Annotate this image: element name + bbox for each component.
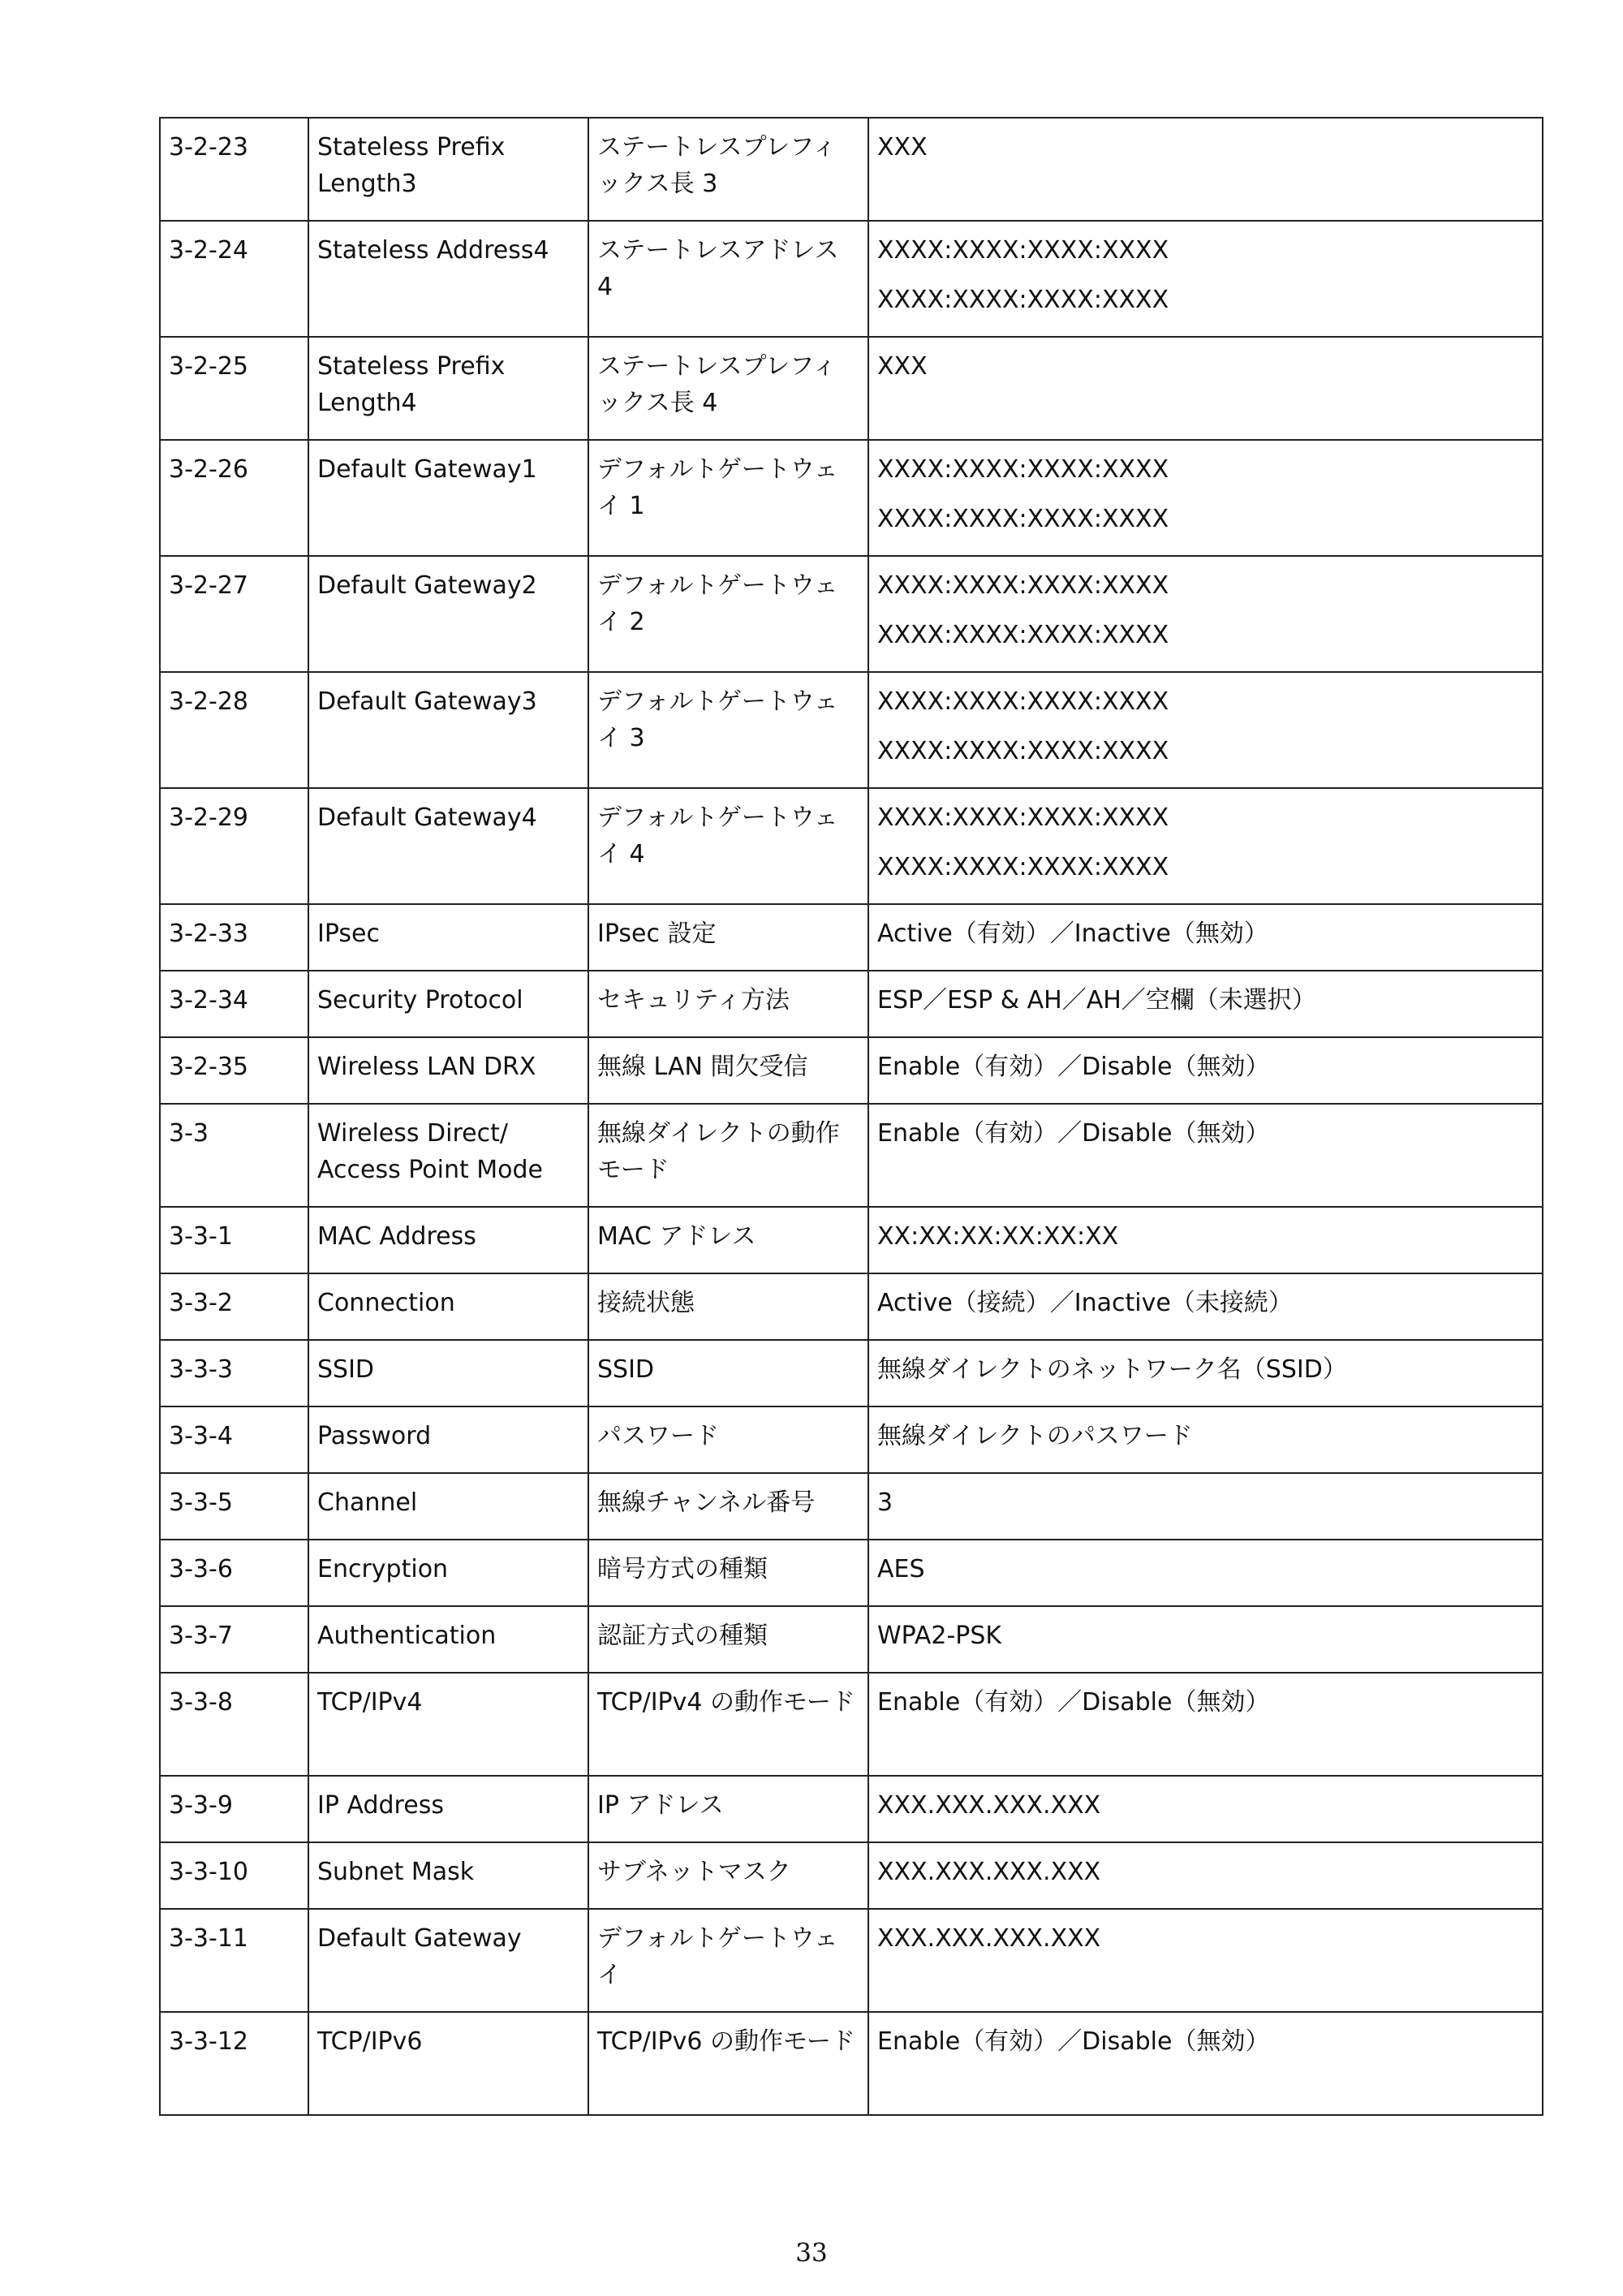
setting-name-en-cell: Default Gateway1 (308, 440, 588, 556)
setting-name-ja-cell: 接続状態 (588, 1273, 868, 1340)
table-row (160, 1540, 1543, 1606)
setting-id-cell: 3-3-1 (160, 1207, 308, 1273)
setting-name-ja-cell: IP アドレス (588, 1776, 868, 1842)
setting-name-ja-cell: TCP/IPv6 の動作モード (588, 2012, 868, 2115)
setting-value-cell (868, 556, 1543, 672)
setting-value-line: 3 (877, 1488, 893, 1517)
table-row (160, 672, 1543, 788)
setting-name-en-cell: IPsec (308, 904, 588, 971)
setting-value-line: XXX.XXX.XXX.XXX (877, 1791, 1101, 1820)
setting-name-en-cell: TCP/IPv6 (308, 2012, 588, 2115)
setting-id-cell: 3-3-3 (160, 1340, 308, 1406)
setting-value-cell (868, 440, 1543, 556)
setting-value-line: Enable（有効）／Disable（無効） (877, 1119, 1270, 1148)
setting-value-cell (868, 1606, 1543, 1673)
setting-id-cell: 3-2-34 (160, 971, 308, 1037)
setting-name-en-cell: IP Address (308, 1776, 588, 1842)
setting-name-en-cell: Wireless LAN DRX (308, 1037, 588, 1104)
setting-value-line: XXXX:XXXX:XXXX:XXXX (877, 853, 1169, 881)
setting-value-cell (868, 788, 1543, 904)
setting-value-line: Enable（有効）／Disable（無効） (877, 1053, 1270, 1081)
table-row (160, 1673, 1543, 1776)
setting-name-en-cell: Default Gateway3 (308, 672, 588, 788)
table-row (160, 440, 1543, 556)
table-row (160, 118, 1543, 221)
setting-value-cell (868, 1340, 1543, 1406)
setting-name-en-cell: Authentication (308, 1606, 588, 1673)
table-body (160, 118, 1543, 2115)
setting-name-en-cell: TCP/IPv4 (308, 1673, 588, 1776)
setting-name-ja-cell: 認証方式の種類 (588, 1606, 868, 1673)
setting-name-ja-cell: デフォルトゲートウェイ 1 (588, 440, 868, 556)
table-row (160, 1273, 1543, 1340)
setting-name-en-cell: Stateless Prefix Length3 (308, 118, 588, 221)
table-row (160, 1909, 1543, 2012)
setting-id-cell: 3-3-12 (160, 2012, 308, 2115)
setting-value-line: XXXX:XXXX:XXXX:XXXX (877, 571, 1169, 600)
table-row (160, 1207, 1543, 1273)
setting-id-cell: 3-2-27 (160, 556, 308, 672)
page-number: 33 (795, 2238, 828, 2268)
setting-value-line: ESP／ESP & AH／AH／空欄（未選択） (877, 986, 1316, 1014)
table-row (160, 1473, 1543, 1540)
setting-value-line: XXX.XXX.XXX.XXX (877, 1858, 1101, 1886)
setting-value-line: 無線ダイレクトのパスワード (877, 1422, 1193, 1450)
setting-id-cell: 3-2-29 (160, 788, 308, 904)
table-row (160, 1104, 1543, 1207)
setting-value-cell (868, 1037, 1543, 1104)
setting-name-en-cell: Stateless Address4 (308, 221, 588, 337)
setting-id-cell: 3-2-23 (160, 118, 308, 221)
table-row (160, 1340, 1543, 1406)
table-row (160, 221, 1543, 337)
setting-name-ja-cell: セキュリティ方法 (588, 971, 868, 1037)
setting-name-ja-cell: デフォルトゲートウェイ 4 (588, 788, 868, 904)
setting-value-line: Active（接続）／Inactive（未接続） (877, 1289, 1293, 1317)
setting-id-cell: 3-3-5 (160, 1473, 308, 1540)
setting-name-ja-cell: TCP/IPv4 の動作モード (588, 1673, 868, 1776)
setting-name-ja-cell: MAC アドレス (588, 1207, 868, 1273)
setting-value-line: XXXX:XXXX:XXXX:XXXX (877, 803, 1169, 832)
setting-value-cell (868, 1540, 1543, 1606)
setting-name-ja-cell: ステートレスプレフィックス長 4 (588, 337, 868, 440)
setting-value-line: Enable（有効）／Disable（無効） (877, 2027, 1270, 2056)
table-row (160, 1406, 1543, 1473)
setting-value-cell (868, 1406, 1543, 1473)
table-row (160, 556, 1543, 672)
setting-value-cell (868, 337, 1543, 440)
setting-id-cell: 3-3-6 (160, 1540, 308, 1606)
setting-value-cell (868, 1673, 1543, 1776)
setting-value-line: XXX (877, 352, 928, 381)
setting-value-line: AES (877, 1555, 925, 1583)
setting-id-cell: 3-3-11 (160, 1909, 308, 2012)
setting-name-ja-cell: 無線ダイレクトの動作モード (588, 1104, 868, 1207)
table-row (160, 971, 1543, 1037)
setting-id-cell: 3-3-7 (160, 1606, 308, 1673)
setting-name-ja-cell: ステートレスアドレス 4 (588, 221, 868, 337)
setting-value-cell (868, 672, 1543, 788)
setting-value-cell (868, 1273, 1543, 1340)
setting-name-ja-cell: デフォルトゲートウェイ (588, 1909, 868, 2012)
setting-name-ja-cell: 無線 LAN 間欠受信 (588, 1037, 868, 1104)
setting-value-cell (868, 221, 1543, 337)
setting-name-en-cell: SSID (308, 1340, 588, 1406)
setting-name-ja-cell: 暗号方式の種類 (588, 1540, 868, 1606)
setting-name-en-cell: Stateless Prefix Length4 (308, 337, 588, 440)
setting-id-cell: 3-2-33 (160, 904, 308, 971)
setting-name-en-cell: Channel (308, 1473, 588, 1540)
setting-name-ja-cell: デフォルトゲートウェイ 2 (588, 556, 868, 672)
setting-name-en-cell: Default Gateway4 (308, 788, 588, 904)
setting-value-line: 無線ダイレクトのネットワーク名（SSID） (877, 1355, 1347, 1384)
setting-value-cell (868, 1909, 1543, 2012)
setting-id-cell: 3-3-8 (160, 1673, 308, 1776)
setting-id-cell: 3-2-28 (160, 672, 308, 788)
setting-value-line: XXXX:XXXX:XXXX:XXXX (877, 455, 1169, 484)
setting-value-line: XXX.XXX.XXX.XXX (877, 1924, 1101, 1953)
setting-name-en-cell: Connection (308, 1273, 588, 1340)
setting-id-cell: 3-2-25 (160, 337, 308, 440)
setting-value-line: XXXX:XXXX:XXXX:XXXX (877, 621, 1169, 649)
setting-name-en-cell: Security Protocol (308, 971, 588, 1037)
setting-id-cell: 3-3-2 (160, 1273, 308, 1340)
setting-value-line: XXXX:XXXX:XXXX:XXXX (877, 286, 1169, 314)
setting-name-en-cell: Encryption (308, 1540, 588, 1606)
setting-name-ja-cell: デフォルトゲートウェイ 3 (588, 672, 868, 788)
setting-name-ja-cell: サブネットマスク (588, 1842, 868, 1909)
setting-name-ja-cell: ステートレスプレフィックス長 3 (588, 118, 868, 221)
setting-name-en-cell: Wireless Direct/ Access Point Mode (308, 1104, 588, 1207)
setting-value-cell (868, 1104, 1543, 1207)
table-row (160, 1606, 1543, 1673)
setting-name-en-cell: Default Gateway2 (308, 556, 588, 672)
setting-value-line: Enable（有効）／Disable（無効） (877, 1688, 1270, 1717)
table-row (160, 1037, 1543, 1104)
setting-value-line: XXXX:XXXX:XXXX:XXXX (877, 236, 1169, 265)
setting-name-en-cell: Password (308, 1406, 588, 1473)
setting-name-ja-cell: SSID (588, 1340, 868, 1406)
setting-name-ja-cell: IPsec 設定 (588, 904, 868, 971)
table-row (160, 1842, 1543, 1909)
setting-id-cell: 3-2-35 (160, 1037, 308, 1104)
setting-value-cell (868, 971, 1543, 1037)
settings-table (159, 117, 1543, 2116)
setting-id-cell: 3-3-9 (160, 1776, 308, 1842)
setting-value-cell (868, 1207, 1543, 1273)
setting-id-cell: 3-3-10 (160, 1842, 308, 1909)
setting-name-ja-cell: パスワード (588, 1406, 868, 1473)
setting-value-line: WPA2-PSK (877, 1622, 1002, 1650)
setting-value-line: XXXX:XXXX:XXXX:XXXX (877, 737, 1169, 765)
setting-value-line: Active（有効）／Inactive（無効） (877, 920, 1268, 948)
table-row (160, 337, 1543, 440)
table-row (160, 1776, 1543, 1842)
setting-id-cell: 3-2-24 (160, 221, 308, 337)
setting-value-cell (868, 1776, 1543, 1842)
setting-id-cell: 3-3 (160, 1104, 308, 1207)
table-row (160, 904, 1543, 971)
setting-value-line: XXX (877, 133, 928, 162)
setting-id-cell: 3-3-4 (160, 1406, 308, 1473)
setting-id-cell: 3-2-26 (160, 440, 308, 556)
setting-name-en-cell: Default Gateway (308, 1909, 588, 2012)
setting-value-cell (868, 118, 1543, 221)
setting-value-cell (868, 2012, 1543, 2115)
setting-value-line: XXXX:XXXX:XXXX:XXXX (877, 505, 1169, 533)
setting-value-line: XXXX:XXXX:XXXX:XXXX (877, 687, 1169, 716)
setting-value-cell (868, 904, 1543, 971)
setting-value-line: XX:XX:XX:XX:XX:XX (877, 1222, 1119, 1251)
setting-value-cell (868, 1842, 1543, 1909)
setting-name-en-cell: Subnet Mask (308, 1842, 588, 1909)
table-row (160, 788, 1543, 904)
setting-name-en-cell: MAC Address (308, 1207, 588, 1273)
setting-value-cell (868, 1473, 1543, 1540)
table-row (160, 2012, 1543, 2115)
setting-name-ja-cell: 無線チャンネル番号 (588, 1473, 868, 1540)
